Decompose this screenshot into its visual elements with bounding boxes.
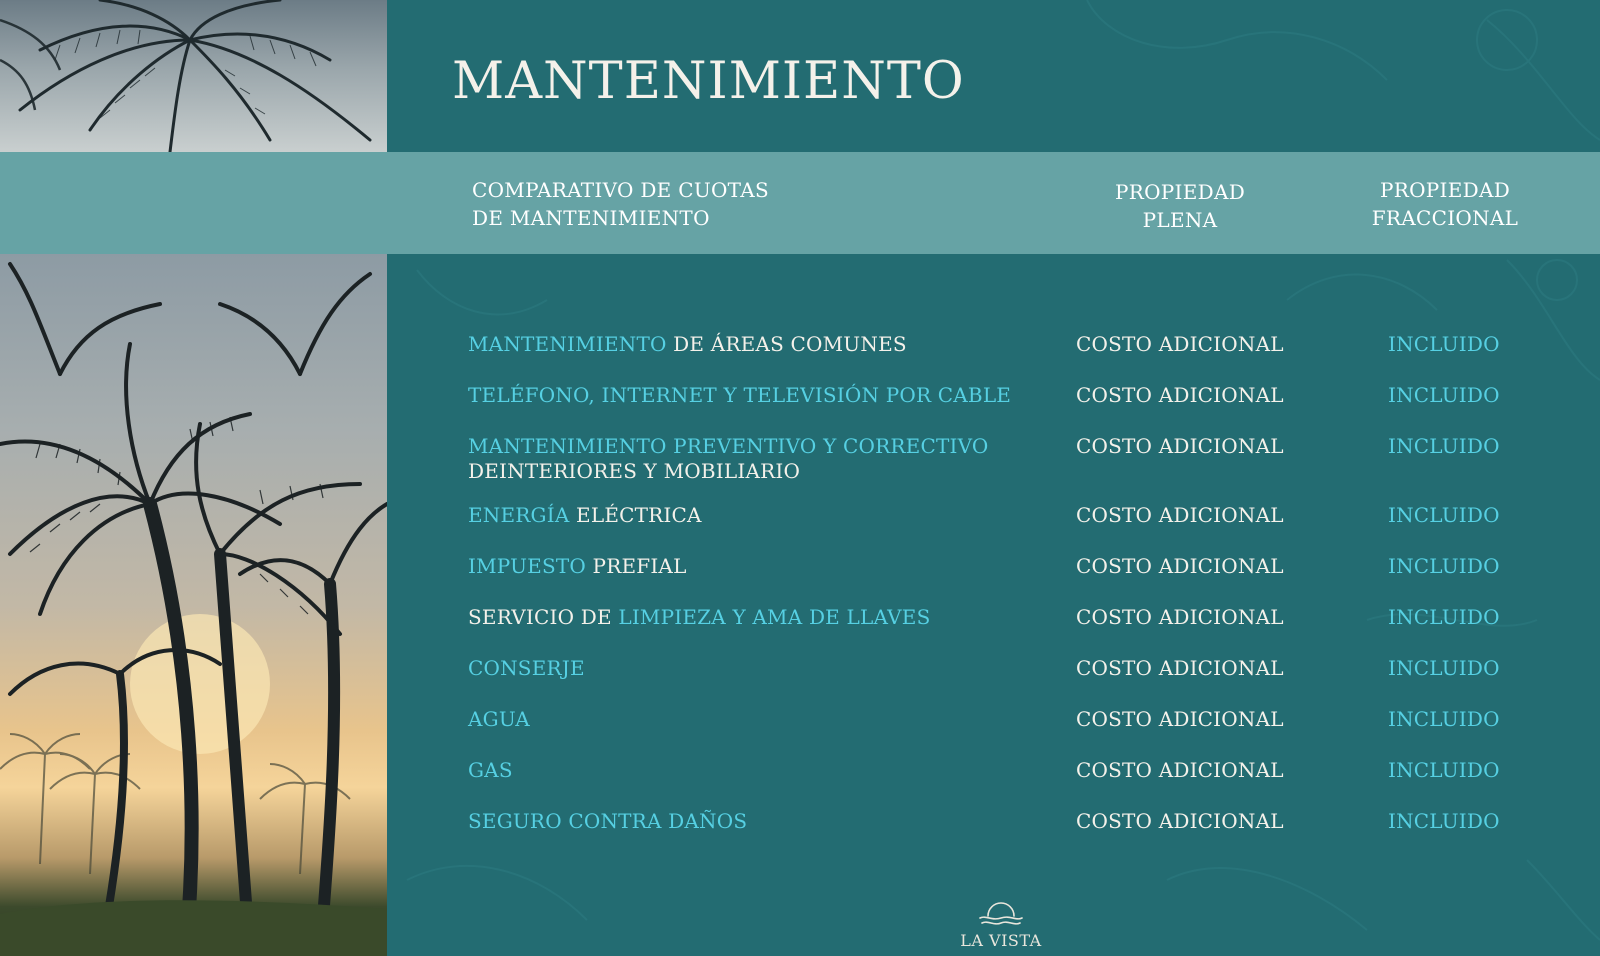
row-plena-value: COSTO ADICIONAL — [1076, 656, 1284, 680]
row-service-name: ENERGÍA ELÉCTRICA — [468, 503, 702, 527]
row-plena-value: COSTO ADICIONAL — [1076, 554, 1284, 578]
palm-photo-sunset — [0, 254, 387, 956]
row-frac-value: INCLUIDO — [1388, 758, 1500, 782]
header-frac-line2: FRACCIONAL — [1371, 206, 1519, 230]
row-frac-value: INCLUIDO — [1388, 503, 1500, 527]
la-vista-logo — [955, 898, 1047, 950]
row-service-name: AGUA — [468, 707, 530, 731]
row-service-name: IMPUESTO PREFIAL — [468, 554, 687, 578]
row-plena-value: COSTO ADICIONAL — [1076, 707, 1284, 731]
header-description-line1: COMPARATIVO DE CUOTAS — [472, 178, 769, 202]
row-plena-value: COSTO ADICIONAL — [1076, 332, 1284, 356]
row-frac-value: INCLUIDO — [1388, 554, 1500, 578]
row-frac-value: INCLUIDO — [1388, 434, 1500, 458]
row-service-name: MANTENIMIENTO DE ÁREAS COMUNES — [468, 332, 907, 356]
palm-silhouette-top — [0, 0, 387, 152]
row-service-name: SEGURO CONTRA DAÑOS — [468, 809, 748, 833]
row-plena-value: COSTO ADICIONAL — [1076, 809, 1284, 833]
row-service-name: GAS — [468, 758, 513, 782]
row-plena-value: COSTO ADICIONAL — [1076, 383, 1284, 407]
header-frac-line1: PROPIEDAD — [1379, 178, 1511, 202]
row-frac-value: INCLUIDO — [1388, 332, 1500, 356]
palm-silhouette-sunset — [0, 254, 387, 956]
row-plena-value: COSTO ADICIONAL — [1076, 605, 1284, 629]
header-plena-line2: PLENA — [1142, 208, 1218, 232]
row-service-name: MANTENIMIENTO PREVENTIVO Y CORRECTIVO DEINTERIORES Y MOBILIARIO — [468, 434, 989, 483]
header-plena-line1: PROPIEDAD — [1114, 180, 1246, 204]
row-frac-value: INCLUIDO — [1388, 809, 1500, 833]
row-service-name: TELÉFONO, INTERNET Y TELEVISIÓN POR CABLE — [468, 383, 1012, 407]
page-title: MANTENIMIENTO — [452, 52, 965, 111]
header-propiedad-plena — [1070, 178, 1290, 234]
row-service-name: SERVICIO DE LIMPIEZA Y AMA DE LLAVES — [468, 605, 931, 629]
header-propiedad-fraccional — [1325, 176, 1565, 232]
sun-waves-icon — [976, 898, 1026, 928]
logo-text: LA VISTA — [960, 931, 1042, 950]
row-frac-value: INCLUIDO — [1388, 656, 1500, 680]
row-plena-value: COSTO ADICIONAL — [1076, 503, 1284, 527]
row-frac-value: INCLUIDO — [1388, 605, 1500, 629]
row-frac-value: INCLUIDO — [1388, 707, 1500, 731]
header-description-line2: DE MANTENIMIENTO — [472, 206, 710, 230]
row-frac-value: INCLUIDO — [1388, 383, 1500, 407]
row-plena-value: COSTO ADICIONAL — [1076, 758, 1284, 782]
palm-photo-top — [0, 0, 387, 152]
header-description — [472, 176, 769, 232]
row-plena-value: COSTO ADICIONAL — [1076, 434, 1284, 458]
row-service-name: CONSERJE — [468, 656, 585, 680]
